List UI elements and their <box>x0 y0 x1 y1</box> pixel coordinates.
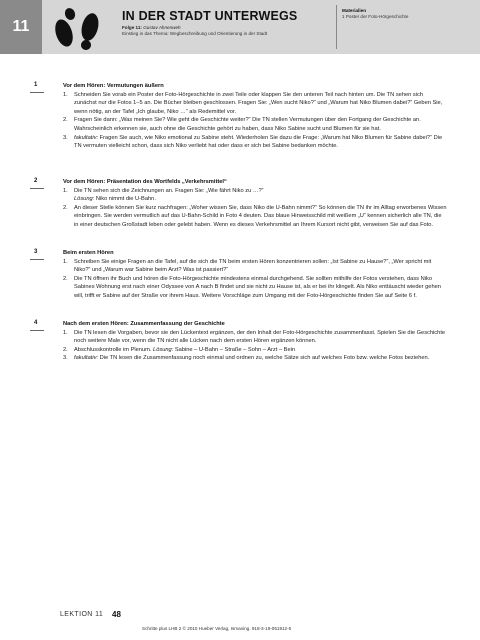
item-number: 3. <box>63 134 68 141</box>
episode-label: Folge 11: <box>122 25 142 30</box>
section-number-rule <box>30 92 44 93</box>
footer-lesson-label: LEKTION 11 <box>60 611 104 618</box>
solution-label: Lösung: <box>74 196 95 203</box>
page-title: IN DER STADT UNTERWEGS <box>122 9 298 23</box>
copyright-notice: Schritte plus LHB 2 © 2010 Hueber Verlag, Ismaning. 918-3-19-051912-5 <box>142 626 292 631</box>
solution-text: Sabine – U-Bahn – Straße – Sohn – Arzt – Bein <box>174 346 296 353</box>
section-title: Vor dem Hören: Vermutungen äußern <box>63 83 164 89</box>
list-item <box>63 204 447 230</box>
item-number: 2. <box>63 346 68 353</box>
item-text: An dieser Stelle können Sie kurz nachfragen: „Woher wissen Sie, dass Niko die U-Bahn nimmt?“ So können die TN ihr im Alltag erworbenes Wissen einbringen. Sie werden vermutlich auf das U-Bahn-Schild in Foto 4 deuten. Das blaue Hinweisschild mit weißem „U“ kennen sicherlich alle TN, die in einer deutschen Großstadt leben oder gelebt haben. Wenn es dieses Verkehrsmittel an Ihrem Kursort nicht gibt, verweisen Sie auf das Foto. <box>74 204 447 228</box>
list-item <box>63 134 447 151</box>
header-divider <box>336 5 337 49</box>
item-text: Schreiben Sie einige Fragen an die Tafel, auf die sich die TN beim ersten Hören konzentrieren sollen: „Ist Sabine zu Hause?“, „Wer spricht mit Niko?“ und „Warum war Sabine beim Arzt? Was ist passiert?“ <box>74 258 432 274</box>
item-text: Fragen Sie dann: „Was meinen Sie? Wie geht die Geschichte weiter?“ Die TN stellen Vermutungen über den Fortgang der Geschichte an. Wahrscheinlich erkennen sie, auch ohne die Geschichte gehört zu haben, dass Niko Sabine sucht und Blumen für sie hat. <box>74 117 421 132</box>
item-text: Die TN öffnen ihr Buch und hören die Foto-Hörgeschichte mindestens einmal durchgehend. Sie sollten mithilfe der Fotos verstehen, dass Niko Sabines Wohnung erst nach einer Odyssee von A nach B findet und sie nicht zu Hause ist, als er bei ihr klingelt. Als Niko enttäuscht wieder gehen will, trifft er Sabine auf der Straße vor ihrem Haus. Weitere Vorschläge zum Umgang mit der Foto-Hörgeschichte finden Sie auf Seite 6 f. <box>74 275 441 299</box>
item-text: Fragen Sie auch, wie Niko emotional zu Sabine steht. Wiederholen Sie dazu die Frage: „Warum hat Niko Blumen für Sabine dabei?“ Die TN vermuten vielleicht schon, dass sich Niko verliebt hat oder dass er sich bei Sabine bedanken möchte. <box>74 134 443 150</box>
section-body <box>63 320 447 363</box>
item-text: Die TN lesen die Zusammenfassung noch einmal und ordnen zu, welche Sätze sich auf welches Foto bzw. welche Fotos beziehen. <box>99 355 430 362</box>
list-item <box>63 91 447 117</box>
item-number: 2. <box>63 204 68 211</box>
list-item <box>63 275 447 301</box>
section-title: Nach dem ersten Hören: Zusammenfassung der Geschichte <box>63 321 225 327</box>
item-number: 3. <box>63 355 68 362</box>
section-number-rule <box>30 330 44 331</box>
solution-label: Lösung: <box>153 346 174 353</box>
item-number: 1. <box>63 91 68 98</box>
item-text: Die TN lesen die Vorgaben, bevor sie den Lückentext ergänzen, der den Inhalt der Foto-Hörgeschichte zusammenfasst. Spielen Sie die Geschichte noch weitere Male vor, wenn die TN nicht alle Lücken nach dem ersten Hören ergänzen können. <box>74 329 446 345</box>
section-number: 3 <box>34 249 38 255</box>
section-number: 1 <box>34 82 38 88</box>
section-number-rule <box>30 188 44 189</box>
section-body <box>63 82 447 151</box>
item-text: Schneiden Sie vorab ein Poster der Foto-Hörgeschichte in zwei Teile oder klappen Sie den unteren Teil nach hinten um. Die TN sehen sich zunächst nur die Fotos 1–5 an. Die Bücher bleiben geschlossen. Fragen Sie: „Wen sucht Niko?“ und „Warum hat Niko Blumen dabei?“ Geben Sie, wenn nötig, an der Tafel „Ich glaube, Niko …“ als Redemittel vor. <box>74 91 443 115</box>
section-number: 2 <box>34 178 38 184</box>
page-number: 48 <box>112 610 121 619</box>
section-title: Vor dem Hören: Präsentation des Wortfelds „Verkehrsmittel“ <box>63 179 227 185</box>
footprints-icon <box>46 5 110 51</box>
item-text: Die TN sehen sich die Zeichnungen an. Fragen Sie: „Wie fährt Niko zu …?“ <box>74 187 264 194</box>
list-item <box>63 329 447 346</box>
section-number: 4 <box>34 320 38 326</box>
item-number: 1. <box>63 187 68 194</box>
section-body <box>63 178 447 230</box>
list-item <box>63 116 447 133</box>
materials-label: Materialien <box>342 8 366 13</box>
page-subtitle: Einstieg in das Thema: Wegbeschreibung und Orientierung in der Stadt <box>122 31 268 36</box>
item-number: 2. <box>63 117 68 124</box>
list-item <box>63 354 447 363</box>
item-number: 1. <box>63 329 68 336</box>
item-lead: fakultativ: <box>74 134 99 141</box>
item-number: 2. <box>63 275 68 282</box>
item-number: 1. <box>63 258 68 265</box>
section-title: Beim ersten Hören <box>63 250 114 256</box>
list-item <box>63 258 447 275</box>
episode-line <box>122 25 181 30</box>
section-number-rule <box>30 259 44 260</box>
item-lead: fakultativ: <box>74 355 99 362</box>
item-text: Abschlusskontrolle im Plenum. <box>74 346 152 353</box>
solution-text: Niko nimmt die U-Bahn. <box>95 196 156 203</box>
list-item <box>63 346 447 355</box>
lesson-number: 11 <box>12 18 30 35</box>
episode-title: Gustav Ahnenweh <box>143 25 181 30</box>
section-body <box>63 249 447 301</box>
list-item <box>63 187 447 204</box>
lesson-number-badge <box>0 0 42 54</box>
materials-text: 1 Poster der Foto-Hörgeschichte <box>342 14 409 19</box>
